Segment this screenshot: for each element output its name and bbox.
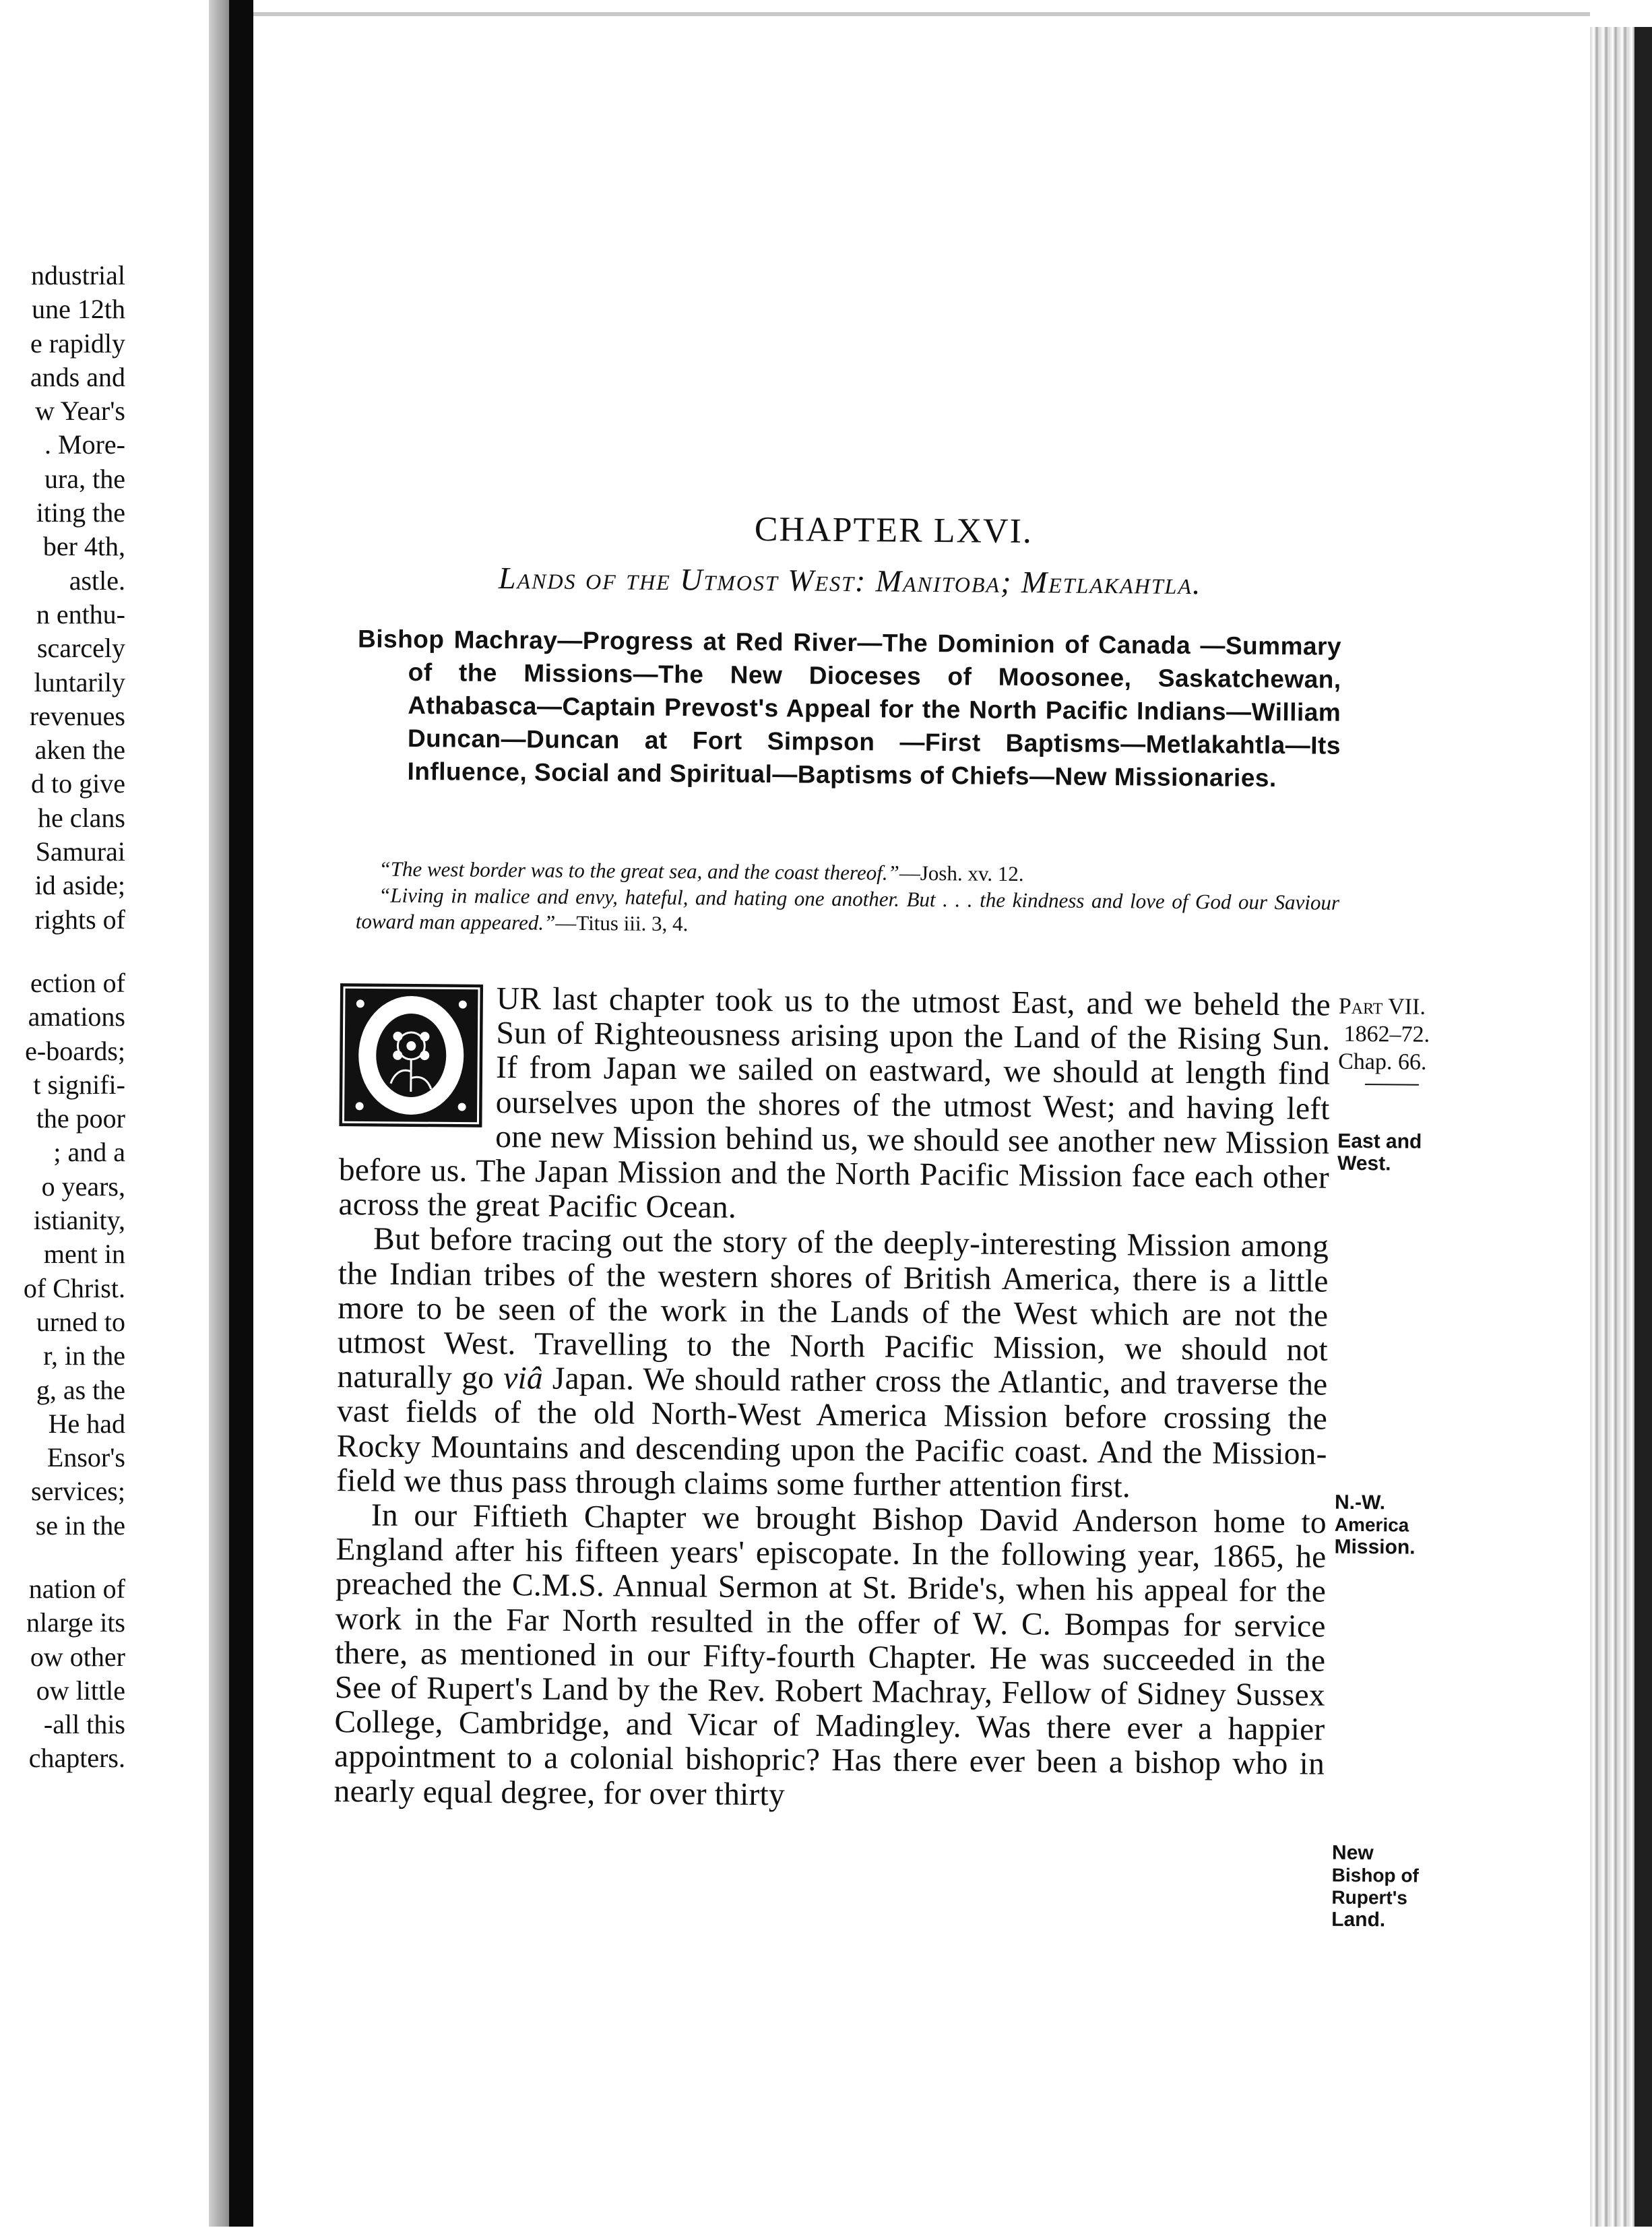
chapter-subtitle: Lands of the Utmost West: Manitoba; Metlakahtla. xyxy=(498,560,1202,601)
paragraph-1-text: UR last chapter took us to the utmost East, and we beheld the Sun of Righteousness arising upon the Land of the Rising Sun. If from Japan we sailed on eastward, we should at length find ourselves upon the shores of the utmost West; and having left one new Mission behind us, we should see another new Mission before us. The Japan Mission and the North Pacific Mission face each other across the great Pacific Ocean. xyxy=(338,981,1331,1226)
dropcap-letter: O xyxy=(410,1118,411,1119)
previous-page-line: ura, the xyxy=(44,463,125,494)
previous-page-line: -all this xyxy=(43,1709,125,1740)
book-page xyxy=(253,0,1590,2227)
previous-page-line: id aside; xyxy=(34,870,125,901)
epigraph-quote-2: “Living in malice and envy, hateful, and hating one another. But . . . the kindness and love of God our Saviour toward man appeared.” xyxy=(355,883,1340,935)
previous-page-line: une 12th xyxy=(32,294,125,325)
chapter-summary xyxy=(356,622,1341,795)
previous-page-line: astle. xyxy=(69,565,125,596)
margin-rule xyxy=(1365,1084,1419,1086)
dropcap-o-icon xyxy=(339,983,483,1127)
previous-page-line: He had xyxy=(48,1408,125,1439)
body-text xyxy=(333,981,1331,1816)
chapter-title: CHAPTER LXVI. xyxy=(754,509,1034,551)
previous-page-line: ndustrial xyxy=(31,260,125,290)
previous-page-line: he clans xyxy=(38,802,125,833)
previous-page-line: rights of xyxy=(34,904,125,935)
page-edges xyxy=(1590,27,1652,2227)
previous-page-line: ow other xyxy=(30,1641,125,1672)
previous-page-line: e rapidly xyxy=(30,328,125,359)
previous-page-strip xyxy=(0,0,229,2227)
margin-years: 1862–72. xyxy=(1343,1021,1430,1047)
previous-page-line: ands and xyxy=(30,361,125,392)
previous-page-line: ; and a xyxy=(53,1137,125,1168)
gutter-shadow xyxy=(209,0,229,2227)
previous-page-line: Samurai xyxy=(35,836,125,867)
epigraph xyxy=(356,855,1340,941)
previous-page-line: nlarge its xyxy=(26,1607,125,1638)
previous-page-line: o years, xyxy=(41,1171,125,1202)
paragraph-3: In our Fiftieth Chapter we brought Bishop David Anderson home to England after his fifteen years' episcopate. In the following year, 1865, he preached the C.M.S. Annual Sermon at St. Bride's, when his appeal for the work in the Far North resulted in the offer of W. C. Bompas for service there, as mentioned in our Fifty-fourth Chapter. He was succeeded in the See of Rupert's Land by the Rev. Robert Machray, Fellow of Sidney Sussex College, Cambridge, and Vicar of Madingley. Was there ever a happier appointment to a colonial bishopric? Has there ever been a bishop who in nearly equal degree, for over thirty xyxy=(333,1497,1327,1813)
previous-page-line: the poor xyxy=(36,1103,125,1134)
previous-page-line: revenues xyxy=(29,700,125,731)
previous-page-line: e-boards; xyxy=(25,1035,125,1066)
margin-note-nw-america xyxy=(1334,1491,1483,1559)
previous-page-line: w Year's xyxy=(35,396,125,427)
previous-page-line: chapters. xyxy=(28,1743,125,1774)
margin-note-3-line-1: New xyxy=(1331,1841,1374,1865)
previous-page-line: d to give xyxy=(31,768,125,799)
margin-note-1-line-2: West. xyxy=(1337,1152,1391,1175)
previous-page-line: se in the xyxy=(35,1510,125,1541)
previous-page-line: ber 4th, xyxy=(42,531,125,562)
epigraph-quote-1: “The west border was to the great sea, and the coast thereof.” xyxy=(379,857,899,885)
previous-page-line: g, as the xyxy=(36,1374,125,1405)
previous-page-line: nation of xyxy=(28,1573,125,1604)
margin-part: Part VII. xyxy=(1338,993,1426,1020)
margin-chapter: Chap. 66. xyxy=(1338,1049,1427,1075)
previous-page-line: . More- xyxy=(44,429,125,460)
margin-note-1-line-1: East and xyxy=(1337,1129,1422,1153)
previous-page-line: t signifi- xyxy=(33,1069,125,1100)
previous-page-line: n enthu- xyxy=(36,598,125,629)
paragraph-gap xyxy=(0,937,125,966)
margin-notes xyxy=(1331,3,1482,1931)
paragraph-2-via: viâ xyxy=(503,1361,544,1396)
margin-note-new-bishop xyxy=(1331,1842,1480,1932)
previous-page-line: of Christ. xyxy=(23,1272,125,1303)
paragraph-2-text-a: But before tracing out the story of the deeply-interesting Mission among the Indian tribes of the western shores of British America, there is a little more to be seen of the work in the Lands of the West which are not the utmost West. Travelling to the North Pacific Mission, we should not naturally go xyxy=(337,1221,1329,1396)
epigraph-line-2 xyxy=(356,881,1340,941)
margin-note-2-line-2: America xyxy=(1334,1514,1409,1536)
previous-page-line: urned to xyxy=(36,1306,125,1337)
previous-page-line: ment in xyxy=(43,1239,125,1270)
previous-page-line: istianity, xyxy=(33,1205,125,1236)
previous-page-line: ection of xyxy=(30,967,125,998)
margin-note-east-west xyxy=(1337,1130,1486,1176)
paragraph-gap xyxy=(0,1543,125,1572)
previous-page-line: scarcely xyxy=(36,633,125,664)
previous-page-line: r, in the xyxy=(43,1340,125,1371)
margin-note-3-line-4: Land. xyxy=(1331,1908,1386,1931)
margin-note-3-line-2: Bishop of xyxy=(1331,1864,1419,1886)
previous-page-text xyxy=(0,259,125,1776)
book-cover-edge xyxy=(1634,27,1652,2227)
chapter-summary-text: Bishop Machray—Progress at Red River—The Dominion of Canada —Summary of the Missions—The New Dioceses of Moosonee, Saskatchewan, Athabasca—Captain Prevost's Appeal for the North Pacific Indians—William Duncan—Duncan at Fort Simpson —First Baptisms—Metlakahtla—Its Influence, Social and Spiritual—Baptisms of Chiefs—New Missionaries. xyxy=(357,625,1342,793)
page-content xyxy=(245,0,1599,2232)
previous-page-line: aken the xyxy=(34,735,125,766)
previous-page-line: ow little xyxy=(36,1675,125,1706)
paragraph-1 xyxy=(338,981,1331,1230)
previous-page-line: amations xyxy=(28,1001,125,1032)
previous-page-line: services; xyxy=(31,1476,125,1507)
dropcap-ornament xyxy=(339,983,483,1127)
margin-running-head xyxy=(1338,993,1487,1096)
margin-note-2-line-3: Mission. xyxy=(1334,1535,1416,1559)
previous-page-line: iting the xyxy=(36,497,125,528)
previous-page-line: luntarily xyxy=(34,666,125,698)
epigraph-ref-1: —Josh. xv. 12. xyxy=(899,861,1024,886)
epigraph-ref-2: —Titus iii. 3, 4. xyxy=(555,910,689,936)
margin-note-3-line-3: Rupert's xyxy=(1331,1886,1408,1909)
paragraph-2-text-b: Japan. We should rather cross the Atlantic, and traverse the vast fields of the old North-West America Mission before crossing the Rocky Mountains and descending upon the Pacific coast. And the Mission-field we thus pass through claims some further attention first. xyxy=(336,1361,1328,1505)
margin-note-2-line-1: N.-W. xyxy=(1334,1491,1386,1514)
paragraph-2 xyxy=(336,1222,1329,1506)
previous-page-line: Ensor's xyxy=(46,1442,125,1473)
